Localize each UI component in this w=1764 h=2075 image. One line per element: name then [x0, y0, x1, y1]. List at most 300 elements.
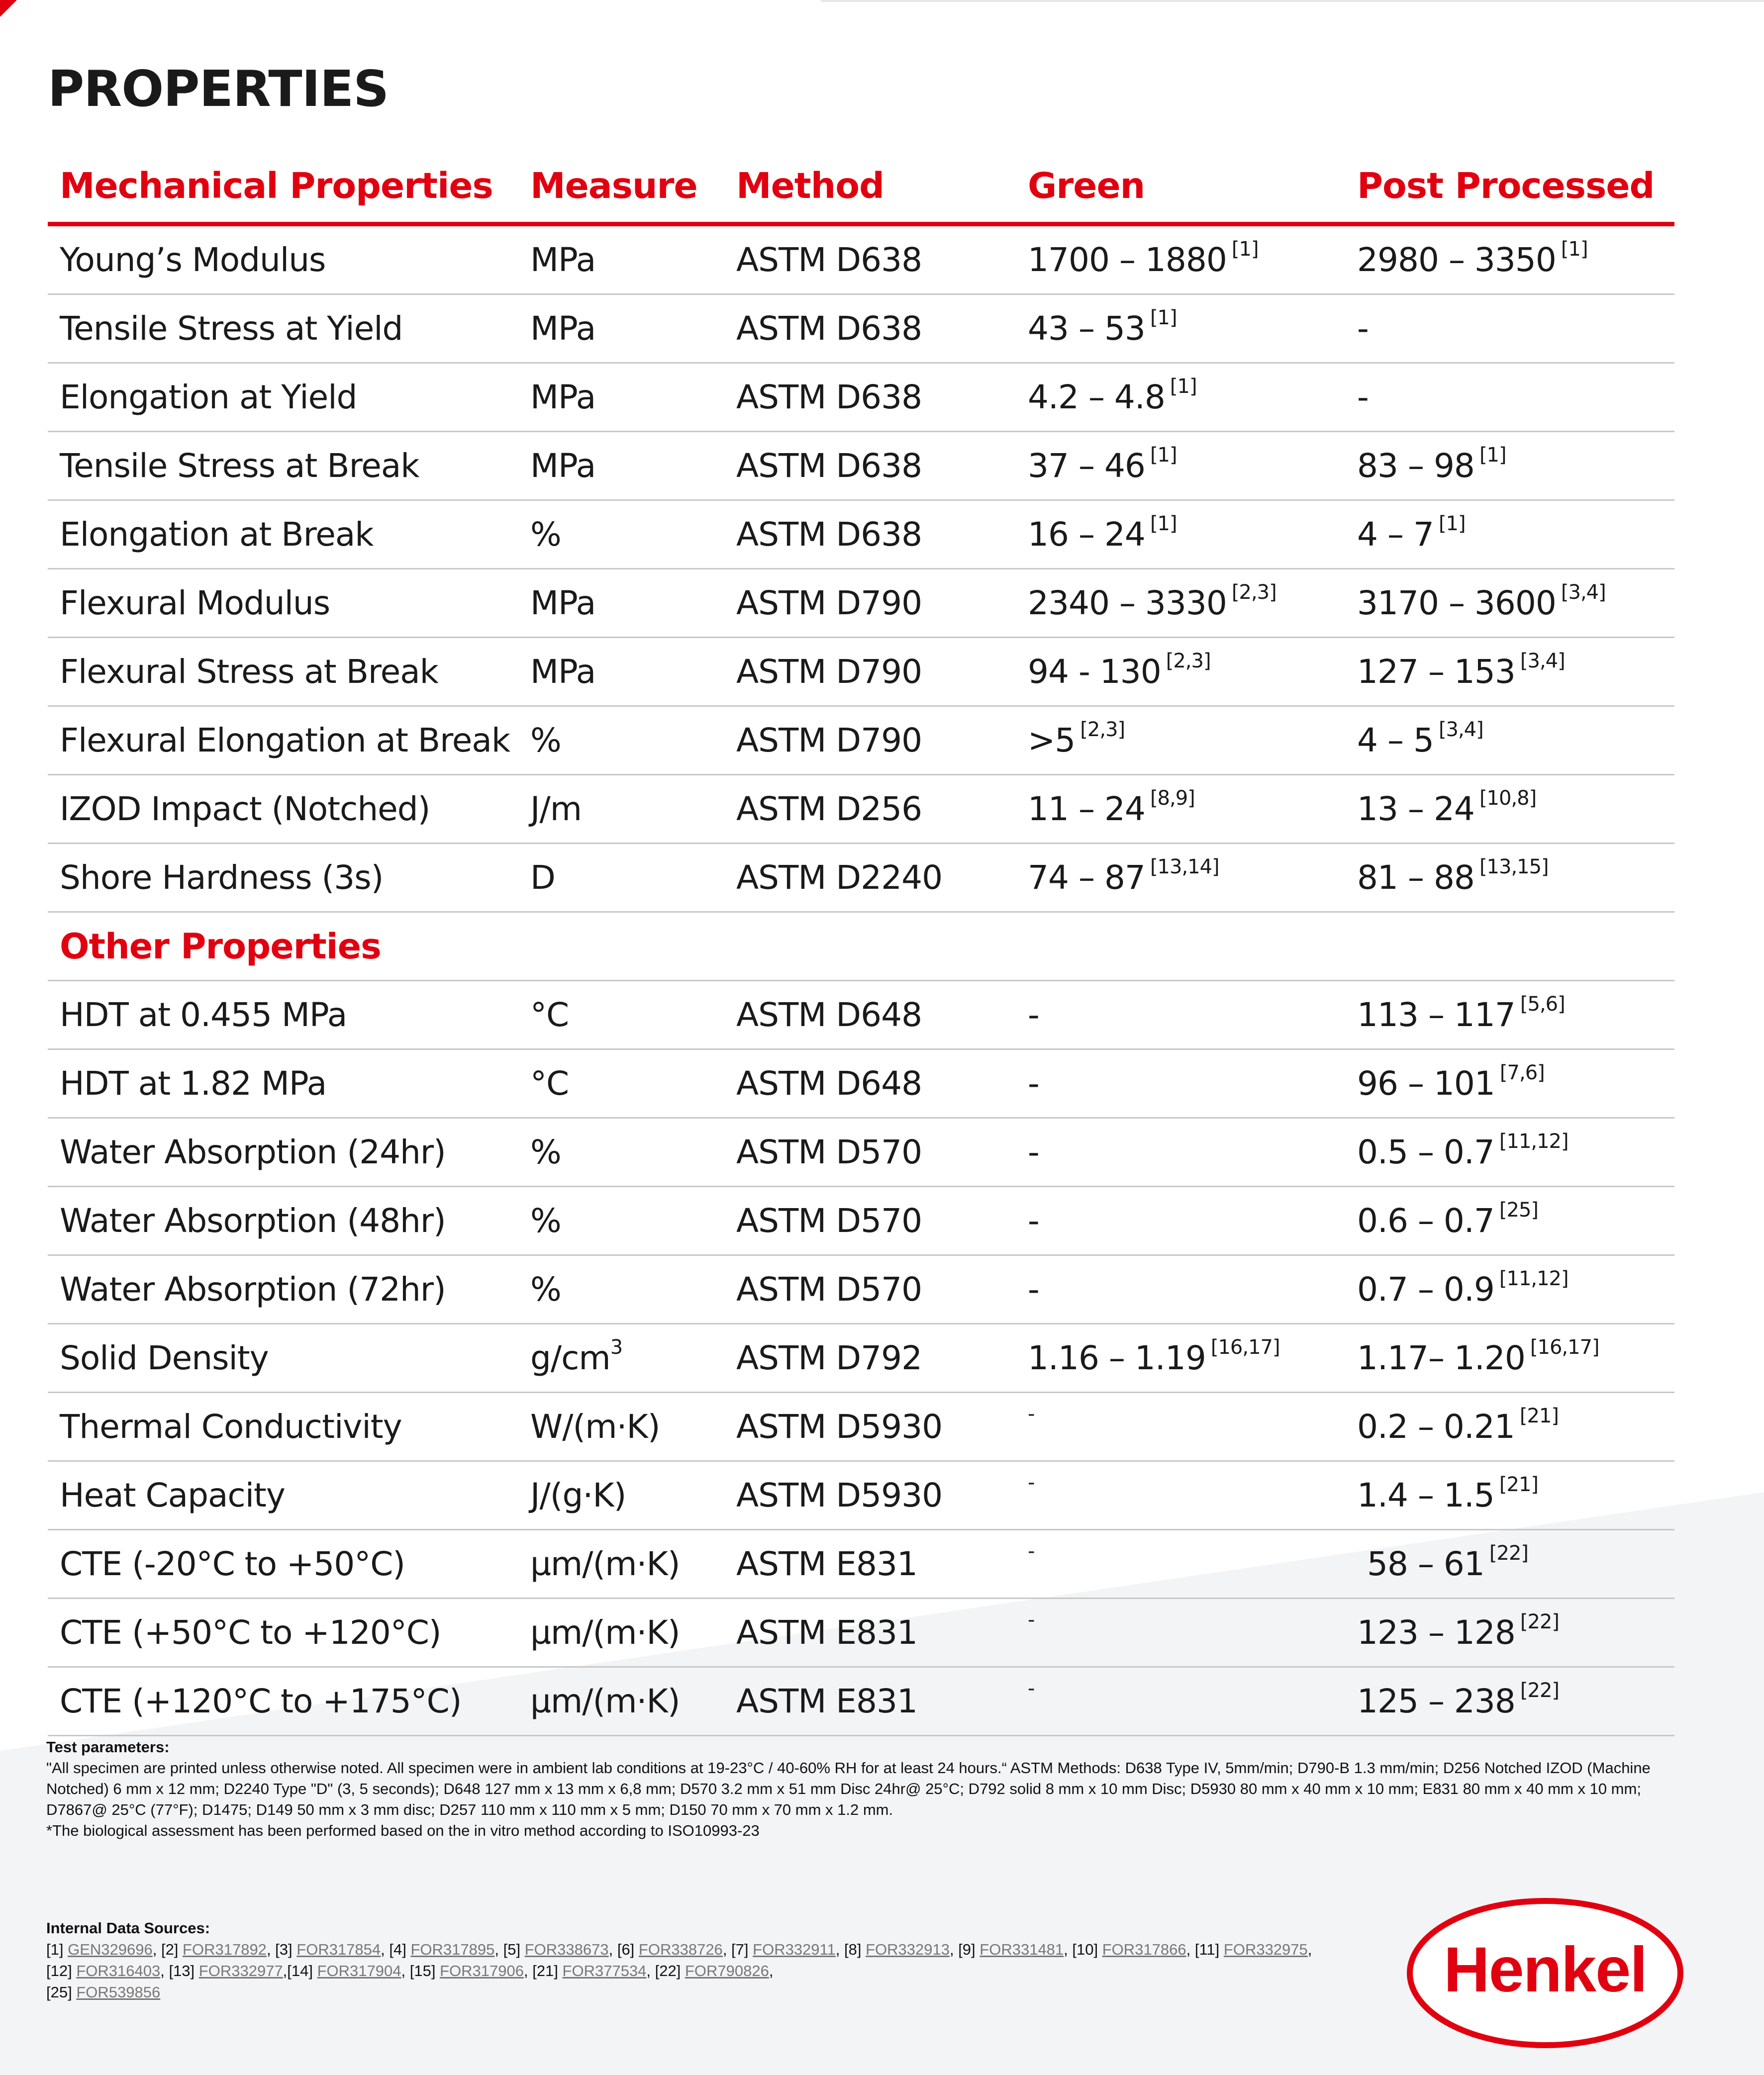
measure-unit: [530, 1119, 561, 1186]
green-value: [1028, 1599, 1034, 1666]
source-number: [11]: [1194, 1941, 1224, 1958]
table-row: [48, 1530, 1674, 1599]
green-value: [1028, 638, 1211, 705]
mechanical-rows: [48, 226, 1674, 913]
measure-text: J/(g·K): [530, 1476, 626, 1514]
source-number: [13]: [169, 1962, 199, 1980]
property-name: [60, 1119, 446, 1186]
test-method: [736, 1324, 922, 1392]
source-link[interactable]: FOR317866: [1102, 1941, 1186, 1958]
test-method: [736, 775, 922, 843]
source-link[interactable]: FOR317906: [440, 1962, 524, 1980]
biological-note: *The biological assessment has been performed based on the in vitro method according to ISO10993-23: [46, 1822, 760, 1839]
table-row: [48, 569, 1674, 638]
green-value: [1028, 1187, 1039, 1254]
measure-unit: [530, 707, 561, 774]
property-name: [60, 1324, 269, 1392]
measure-text: %: [530, 515, 561, 554]
property-name: [60, 1530, 405, 1598]
post-reference: [11,12]: [1499, 1130, 1568, 1153]
method-text: ASTM D5930: [736, 1476, 943, 1514]
table-row: [48, 707, 1674, 775]
measure-text: D: [530, 858, 555, 897]
method-text: ASTM D648: [736, 996, 922, 1034]
source-link[interactable]: FOR338673: [524, 1941, 609, 1958]
source-link[interactable]: FOR317892: [183, 1941, 267, 1958]
post-value-text: 127 – 153: [1357, 653, 1515, 691]
property-name: [60, 981, 347, 1048]
source-separator: ,: [1064, 1941, 1073, 1958]
post-value-text: 0.2 – 0.21: [1357, 1408, 1515, 1446]
logo-wordmark: Henkel: [1444, 1934, 1647, 2005]
table-row: [48, 1119, 1674, 1187]
source-number: [7]: [731, 1941, 753, 1958]
post-processed-value: [1357, 1256, 1568, 1323]
measure-unit: [530, 1462, 626, 1529]
property-name: [60, 1256, 446, 1323]
green-value: [1028, 844, 1219, 911]
measure-unit: [530, 1256, 561, 1323]
method-text: ASTM D2240: [736, 858, 943, 897]
table-row: [48, 501, 1674, 569]
test-method: [736, 1119, 922, 1186]
green-value-text: >5: [1028, 721, 1076, 759]
method-text: ASTM D648: [736, 1064, 922, 1103]
method-text: ASTM D790: [736, 653, 922, 691]
measure-unit: [530, 226, 595, 293]
property-name: [60, 844, 383, 911]
post-value-text: 96 – 101: [1357, 1064, 1495, 1103]
test-method: [736, 364, 922, 431]
green-value-text: -: [1028, 1064, 1039, 1103]
measure-text: °C: [530, 1064, 569, 1103]
source-number: [8]: [844, 1941, 866, 1958]
method-text: ASTM D570: [736, 1202, 922, 1240]
post-processed-value: [1357, 1668, 1559, 1735]
measure-text: g/cm: [530, 1339, 610, 1377]
property-name: [60, 707, 510, 774]
test-method: [736, 1393, 942, 1460]
post-value-text: 58 – 61: [1357, 1545, 1484, 1583]
source-link[interactable]: FOR332913: [866, 1941, 950, 1958]
unit-exponent: 3: [610, 1335, 623, 1359]
post-processed-value: [1357, 1599, 1559, 1666]
measure-text: MPa: [530, 378, 596, 416]
green-value: [1028, 295, 1177, 362]
property-name-text: Heat Capacity: [60, 1476, 285, 1514]
measure-text: %: [530, 721, 561, 759]
source-link[interactable]: FOR331481: [980, 1941, 1064, 1958]
measure-text: µm/(m·K): [530, 1545, 680, 1583]
post-reference: [21]: [1499, 1473, 1538, 1496]
property-name-text: Water Absorption (72hr): [60, 1270, 446, 1309]
post-processed-value: [1357, 1119, 1568, 1186]
measure-unit: [530, 844, 555, 911]
measure-unit: [530, 569, 595, 637]
source-separator: ,: [401, 1962, 410, 1980]
table-row: [48, 1187, 1674, 1256]
method-text: ASTM D638: [736, 515, 922, 554]
test-method: [736, 707, 922, 774]
test-method: [736, 432, 922, 499]
measure-text: W/(m·K): [530, 1408, 660, 1446]
source-link[interactable]: FOR317895: [410, 1941, 495, 1958]
green-reference: [1]: [1231, 237, 1259, 261]
green-value: [1028, 569, 1276, 637]
green-reference: [1]: [1150, 443, 1177, 467]
green-value-text: -: [1028, 1539, 1035, 1563]
other-rows: [48, 981, 1674, 1736]
post-processed-value: [1357, 1393, 1559, 1460]
table-header: [48, 149, 1674, 226]
post-value-text: 113 – 117: [1357, 996, 1515, 1034]
green-value-text: -: [1028, 1677, 1035, 1700]
test-method: [736, 1187, 922, 1254]
method-text: ASTM D638: [736, 447, 922, 485]
green-reference: [1]: [1150, 306, 1177, 329]
green-value-text: -: [1028, 1402, 1035, 1425]
property-name: [60, 501, 374, 568]
source-number: [4]: [389, 1941, 411, 1958]
test-method: [736, 569, 922, 637]
green-reference: [13,14]: [1150, 855, 1219, 878]
green-value: [1028, 775, 1195, 843]
source-link[interactable]: FOR332975: [1223, 1941, 1308, 1958]
green-value-text: -: [1028, 1270, 1039, 1309]
post-reference: [11,12]: [1499, 1267, 1568, 1290]
source-separator: ,: [769, 1962, 774, 1980]
green-value: [1028, 1050, 1039, 1117]
source-separator: ,: [1186, 1941, 1195, 1958]
post-reference: [25]: [1499, 1198, 1538, 1222]
properties-table: [48, 149, 1674, 1736]
green-value-text: 16 – 24: [1028, 515, 1145, 554]
green-value-text: 4.2 – 4.8: [1028, 378, 1165, 416]
post-value-text: 2980 – 3350: [1357, 241, 1556, 279]
source-number: [15]: [409, 1962, 440, 1980]
property-name: [60, 1462, 285, 1529]
green-value: [1028, 1462, 1034, 1529]
source-number: [25]: [46, 1983, 77, 2001]
property-name: [60, 1599, 441, 1666]
green-value: [1028, 501, 1177, 568]
table-row: [48, 226, 1674, 295]
measure-text: µm/(m·K): [530, 1613, 680, 1652]
source-link[interactable]: FOR790826: [685, 1962, 769, 1980]
green-reference: [1]: [1150, 512, 1177, 535]
green-value: [1028, 1530, 1034, 1598]
test-parameters-text: "All specimen are printed unless otherwise noted. All specimen were in ambient lab conditions at 19-23°C / 40-60% RH for at least 24 hours.“ ASTM Methods: D638 Type IV, 5mm/min; D790-B 1.3 mm/min; D256 Notched IZOD (Machine Notched) 6 mm x 12 mm; D2240 Type "D" (3, 5 seconds); D648 127 mm x 13 mm x 6,8 mm; D570 3.2 mm x 51 mm Disc 24hr@ 25°C; D792 solid 8 mm x 10 mm Disc; D5930 80 mm x 40 mm x 10 mm; E831 80 mm x 40 mm x 10 mm; D7867@ 25°C (77°F); D1475; D149 50 mm x 3 mm disc; D257 110 mm x 110 mm x 5 mm; D150 70 mm x 70 mm x 1.2 mm.: [46, 1759, 1651, 1818]
source-separator: ,: [160, 1962, 169, 1980]
post-value-text: 0.7 – 0.9: [1357, 1270, 1494, 1309]
table-row: [48, 1393, 1674, 1462]
table-row: [48, 1050, 1674, 1119]
test-method: [736, 1530, 917, 1598]
green-value: [1028, 707, 1125, 774]
header-measure: Measure: [530, 165, 697, 206]
source-link[interactable]: FOR317904: [317, 1962, 401, 1980]
method-text: ASTM D5930: [736, 1408, 943, 1446]
post-value-text: 1.17– 1.20: [1357, 1339, 1525, 1377]
source-number: [6]: [617, 1941, 639, 1958]
post-processed-value: [1357, 707, 1483, 774]
post-value-text: 125 – 238: [1357, 1682, 1515, 1720]
property-name: [60, 775, 430, 843]
measure-text: MPa: [530, 584, 596, 622]
post-reference: [3,4]: [1520, 649, 1565, 672]
method-text: ASTM D570: [736, 1270, 922, 1309]
green-value: [1028, 981, 1039, 1048]
post-processed-value: [1357, 226, 1588, 293]
green-value-text: -: [1028, 1471, 1035, 1494]
header-green: Green: [1028, 165, 1145, 206]
post-value-text: 81 – 88: [1357, 858, 1474, 897]
source-number: [14]: [287, 1962, 317, 1980]
source-separator: ,: [949, 1941, 959, 1958]
post-processed-value: [1357, 638, 1565, 705]
measure-text: %: [530, 1202, 561, 1240]
post-processed-value: [1357, 364, 1369, 431]
property-name-text: Water Absorption (48hr): [60, 1202, 446, 1240]
table-row: [48, 1668, 1674, 1736]
test-method: [736, 501, 922, 568]
green-value: [1028, 432, 1177, 499]
property-name: [60, 1050, 326, 1117]
post-processed-value: [1357, 775, 1536, 843]
source-number: [10]: [1072, 1941, 1102, 1958]
sources-heading: Internal Data Sources:: [46, 1919, 210, 1937]
sources-list: [46, 1939, 1419, 2003]
measure-text: °C: [530, 996, 569, 1034]
property-name-text: Young’s Modulus: [60, 241, 326, 279]
post-reference: [5,6]: [1520, 992, 1565, 1016]
table-row: [48, 638, 1674, 707]
source-link[interactable]: FOR317854: [296, 1941, 381, 1958]
green-value-text: -: [1028, 1133, 1039, 1171]
method-text: ASTM E831: [736, 1613, 917, 1652]
post-processed-value: [1357, 569, 1606, 637]
post-reference: [1]: [1438, 512, 1466, 535]
measure-unit: [530, 1599, 680, 1666]
table-row: [48, 1599, 1674, 1668]
method-text: ASTM D638: [736, 309, 922, 348]
post-processed-value: [1357, 1187, 1538, 1254]
source-separator: ,: [152, 1941, 161, 1958]
method-text: ASTM D638: [736, 241, 922, 279]
measure-text: MPa: [530, 653, 596, 691]
measure-unit: [530, 1530, 680, 1598]
source-separator: ,: [608, 1941, 617, 1958]
measure-text: %: [530, 1133, 561, 1171]
green-value-text: 11 – 24: [1028, 790, 1145, 828]
table-row: [48, 844, 1674, 913]
header-property: Mechanical Properties: [60, 165, 493, 206]
table-row: [48, 295, 1674, 364]
property-name-text: Elongation at Break: [60, 515, 374, 554]
property-name: [60, 295, 402, 362]
post-reference: [7,6]: [1499, 1061, 1545, 1084]
section-other-properties: [48, 913, 1674, 981]
property-name: [60, 1393, 402, 1460]
post-reference: [21]: [1519, 1404, 1559, 1427]
post-processed-value: [1357, 501, 1466, 568]
green-value-text: 1700 – 1880: [1028, 241, 1227, 279]
green-value-text: -: [1028, 1202, 1039, 1240]
measure-unit: [530, 295, 595, 362]
top-rule: [821, 0, 1764, 2]
method-text: ASTM D790: [736, 584, 922, 622]
green-value: [1028, 1119, 1039, 1186]
test-method: [736, 844, 942, 911]
green-value-text: 1.16 – 1.19: [1028, 1339, 1206, 1377]
source-number: [9]: [958, 1941, 980, 1958]
source-separator: ,: [722, 1941, 732, 1958]
property-name-text: CTE (-20°C to +50°C): [60, 1545, 405, 1583]
green-value-text: 94 - 130: [1028, 653, 1161, 691]
source-number: [1]: [46, 1941, 68, 1958]
green-value: [1028, 226, 1259, 293]
green-reference: [1]: [1170, 375, 1197, 398]
henkel-logo: [1406, 1897, 1684, 2049]
page-title: PROPERTIES: [48, 60, 389, 118]
source-link[interactable]: FOR377534: [562, 1962, 647, 1980]
test-method: [736, 1050, 922, 1117]
property-name-text: Solid Density: [60, 1339, 269, 1377]
post-reference: [3,4]: [1438, 718, 1483, 741]
property-name: [60, 226, 325, 293]
property-name: [60, 432, 419, 499]
green-reference: [2,3]: [1166, 649, 1211, 672]
property-name-text: Thermal Conductivity: [60, 1408, 402, 1446]
source-link[interactable]: FOR316403: [76, 1962, 161, 1980]
source-link[interactable]: FOR332977: [198, 1962, 283, 1980]
property-name-text: CTE (+120°C to +175°C): [60, 1682, 462, 1720]
measure-unit: [530, 775, 582, 843]
source-separator: ,: [646, 1962, 655, 1980]
table-row: [48, 432, 1674, 501]
green-value-text: 2340 – 3330: [1028, 584, 1227, 622]
measure-unit: [530, 1324, 622, 1392]
property-name-text: Water Absorption (24hr): [60, 1133, 446, 1171]
property-name-text: Tensile Stress at Yield: [60, 309, 403, 348]
property-name: [60, 364, 357, 431]
method-text: ASTM D638: [736, 378, 922, 416]
green-value: [1028, 1668, 1034, 1735]
green-value: [1028, 1324, 1280, 1392]
test-method: [736, 1668, 917, 1735]
table-row: [48, 981, 1674, 1050]
test-parameters: [46, 1737, 1678, 1841]
post-reference: [22]: [1520, 1679, 1560, 1702]
post-reference: [22]: [1520, 1610, 1560, 1633]
property-name-text: CTE (+50°C to +120°C): [60, 1613, 441, 1652]
green-value-text: -: [1028, 1608, 1035, 1631]
property-name-text: Flexural Modulus: [60, 584, 330, 622]
measure-text: MPa: [530, 241, 596, 279]
post-processed-value: [1357, 1530, 1528, 1598]
measure-unit: [530, 501, 561, 568]
post-processed-value: [1357, 981, 1565, 1048]
source-link[interactable]: FOR332911: [753, 1941, 836, 1958]
measure-unit: [530, 1050, 569, 1117]
source-link[interactable]: FOR539856: [76, 1983, 161, 2001]
source-link[interactable]: FOR338726: [638, 1941, 723, 1958]
green-value-text: 74 – 87: [1028, 858, 1145, 897]
source-number: [3]: [275, 1941, 297, 1958]
post-value-text: 4 – 7: [1357, 515, 1434, 554]
property-name-text: IZOD Impact (Notched): [60, 790, 430, 828]
post-reference: [3,4]: [1561, 580, 1606, 604]
source-number: [2]: [161, 1941, 183, 1958]
source-number: [22]: [655, 1962, 685, 1980]
test-method: [736, 1256, 922, 1323]
source-number: [5]: [503, 1941, 525, 1958]
green-reference: [2,3]: [1231, 580, 1276, 604]
table-row: [48, 1324, 1674, 1393]
source-separator: ,: [1307, 1941, 1317, 1958]
test-method: [736, 981, 922, 1048]
green-value-text: 43 – 53: [1028, 309, 1145, 348]
post-value-text: 0.6 – 0.7: [1357, 1202, 1494, 1240]
measure-unit: [530, 432, 595, 499]
measure-unit: [530, 364, 595, 431]
source-separator: ,: [523, 1962, 533, 1980]
source-separator: ,: [835, 1941, 844, 1958]
property-name: [60, 1187, 446, 1254]
property-name-text: HDT at 1.82 MPa: [60, 1064, 327, 1103]
post-value-text: 3170 – 3600: [1357, 584, 1556, 622]
measure-unit: [530, 638, 595, 705]
post-processed-value: [1357, 1050, 1545, 1117]
post-value-text: -: [1357, 378, 1369, 416]
property-name-text: Tensile Stress at Break: [60, 447, 419, 485]
source-link[interactable]: GEN329696: [68, 1941, 153, 1958]
method-text: ASTM D570: [736, 1133, 922, 1171]
source-separator: ,: [494, 1941, 503, 1958]
table-row: [48, 1462, 1674, 1530]
post-processed-value: [1357, 1462, 1538, 1529]
header-method: Method: [736, 165, 884, 206]
post-value-text: 83 – 98: [1357, 447, 1474, 485]
post-processed-value: [1357, 432, 1506, 499]
post-reference: [13,15]: [1479, 855, 1549, 878]
property-name: [60, 569, 330, 637]
property-name-text: Elongation at Yield: [60, 378, 357, 416]
measure-unit: [530, 981, 569, 1048]
measure-text: MPa: [530, 447, 596, 485]
green-value: [1028, 1393, 1034, 1460]
corner-accent: [0, 0, 17, 17]
post-processed-value: [1357, 295, 1369, 362]
measure-unit: [530, 1187, 561, 1254]
source-separator: ,: [266, 1941, 276, 1958]
table-row: [48, 775, 1674, 844]
green-reference: [16,17]: [1210, 1335, 1280, 1359]
test-method: [736, 1599, 917, 1666]
source-separator: ,: [381, 1941, 390, 1958]
post-processed-value: [1357, 1324, 1599, 1392]
source-number: [21]: [532, 1962, 563, 1980]
green-value: [1028, 364, 1197, 431]
post-value-text: -: [1357, 309, 1369, 348]
green-value: [1028, 1256, 1039, 1323]
measure-text: µm/(m·K): [530, 1682, 680, 1720]
test-parameters-heading: Test parameters:: [46, 1738, 170, 1756]
property-name-text: Flexural Stress at Break: [60, 653, 438, 691]
test-method: [736, 638, 922, 705]
source-separator: ,: [283, 1962, 288, 1980]
measure-unit: [530, 1393, 660, 1460]
